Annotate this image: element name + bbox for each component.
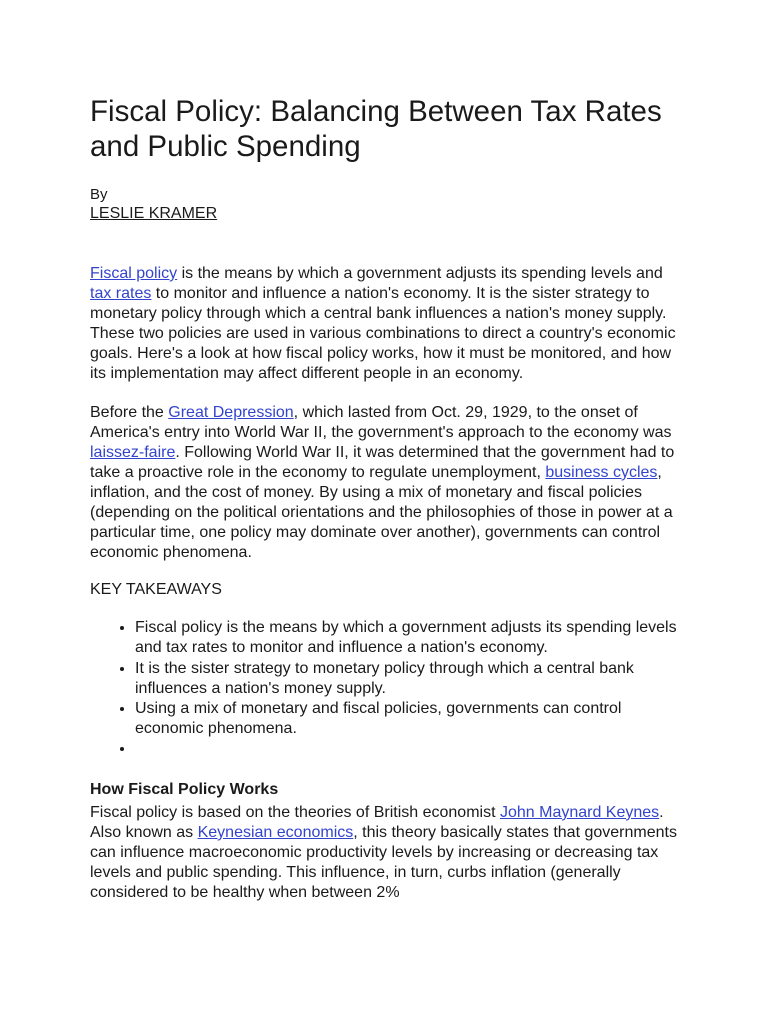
list-item [135,739,682,759]
key-takeaways-list [90,618,682,759]
great-depression-link[interactable]: Great Depression [168,403,294,421]
section-paragraph [90,803,682,903]
author-link[interactable]: LESLIE KRAMER [90,205,218,222]
fiscal-policy-link[interactable]: Fiscal policy [90,265,178,282]
byline-label: By [90,186,108,203]
keynesian-economics-link[interactable]: Keynesian economics [197,823,354,841]
history-paragraph [90,403,682,564]
laissez-faire-link[interactable]: laissez-faire [90,443,176,461]
history-text-3: . Following World War II, it was determined that the government had to take a proactive role in the economy to regulate unemployment, [90,443,675,481]
article [90,94,682,903]
list-item: • It is the sister strategy to monetary policy through which a central bank influences a nation's money supply. [135,659,682,699]
intro-text-2: to monitor and influence a nation's economy. It is the sister strategy to monetary policy through which a central bank influences a nation's money supply. These two policies are used in various combinations to direct a country's economic goals. Here's a look at how fiscal policy works, how it must be monitored, and how its implementation may affect different people in an economy. [90,285,676,383]
business-cycles-link[interactable]: business cycles [545,463,658,481]
list-item: • Using a mix of monetary and fiscal policies, governments can control economic phenomena. [135,699,682,739]
intro-paragraph [90,264,682,385]
tax-rates-link[interactable]: tax rates [90,285,152,303]
section-text-3: , this theory basically states that governments can influence macroeconomic productivity levels by increasing or decreasing tax levels and public spending. This influence, in turn, curbs inflation (generally considered to be healthy when between 2% [90,823,677,902]
history-text-4: , inflation, and the cost of money. By using a mix of monetary and fiscal policies (depending on the political orientations and the philosophies of those in power at a particular time, one policy may dominate over another), governments can control economic phenomena. [90,463,673,562]
list-item: • Fiscal policy is the means by which a government adjusts its spending levels and tax rates to monitor and influence a nation's economy. [135,618,682,658]
history-text-1: Before the [90,403,169,421]
section-heading: How Fiscal Policy Works [90,780,279,798]
history-text-2: , which lasted from Oct. 29, 1929, to the onset of America's entry into World War II, the government's approach to the economy was [90,403,672,441]
key-takeaways-heading: KEY TAKEAWAYS [90,581,222,599]
keynes-link[interactable]: John Maynard Keynes [499,803,660,821]
section-text-1: Fiscal policy is based on the theories of British economist [90,803,500,821]
article-title: Fiscal Policy: Balancing Between Tax Rates and Public Spending [90,95,662,163]
section-text-2: . Also known as [90,803,664,841]
intro-text-1: is the means by which a government adjusts its spending levels and [177,265,663,282]
